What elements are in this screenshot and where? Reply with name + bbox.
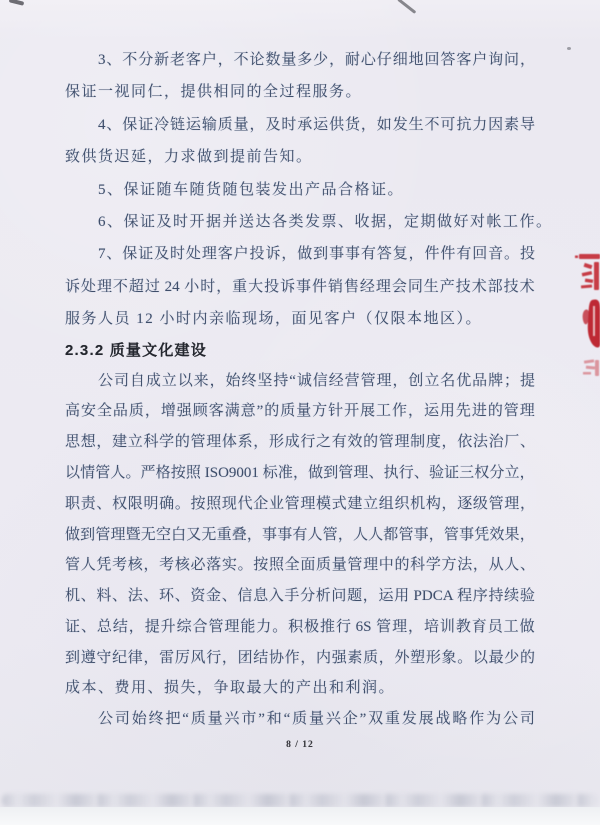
text-line: 到 遵 守 纪 律 ， 雷 厉 风 行 ， 团 结 协 作 ， 内 强 素 质 ， 外 塑 形 象 。 以 最 少 的 <box>65 649 535 666</box>
text-line: 致供货迟延，力求做到提前告知。 <box>65 149 313 166</box>
section-heading: 2.3.2 质量文化建设 <box>65 341 207 359</box>
text-line: 公 司 自 成 立 以 来 ， 始 终 坚 持 “ 诚 信 经 营 管 理 ， 创 立 名 优 品 牌 ； 提 <box>98 372 535 389</box>
scan-artifact-diagonal <box>397 0 416 14</box>
text-line: 思 想 ， 建 立 科 学 的 管 理 体 系 ， 形 成 行 之 有 效 的 管 理 制 度 ， 依 法 治 厂 、 <box>65 434 535 451</box>
text-line: 6、保证及时开据并送达各类发票、收据，定期做好对帐工作。 <box>98 213 553 230</box>
text-line: 管 人 凭 考 核 ， 考 核 必 落 实 。 按 照 全 面 质 量 管 理 中 的 科 学 方 法 ， 从 人 、 <box>65 557 535 574</box>
text-line: 成本、费用、损失，争取最大的产出和利润。 <box>65 680 396 697</box>
text-line: 5、保证随车随货随包装发出产品合格证。 <box>98 181 405 198</box>
scan-bottom-edge <box>0 807 600 825</box>
text-line: 以 情 管 人 。 严 格 按 照 ISO9001 标 准 ， 做 到 管 理 、 执 行 、 验 证 三 权 分 立 ， <box>65 464 535 481</box>
red-stamp-fragment <box>572 248 600 384</box>
text-line: 机 、 料 、 法 、 环 、 资 金 、 信 息 入 手 分 析 问 题 ， 运 用 PDCA 程 序 持 续 验 <box>65 588 535 605</box>
text-line: 做 到 管 理 暨 无 空 白 又 无 重 叠 ， 事 事 有 人 管 ， 人 人 都 管 事 ， 管 事 凭 效 果 ， <box>65 526 535 543</box>
text-line: 保证一视同仁，提供相同的全过程服务。 <box>65 84 363 101</box>
text-line: 4 、 保 证 冷 链 运 输 质 量 ， 及 时 承 运 供 货 ， 如 发 生 不 可 抗 力 因 素 导 <box>98 116 535 133</box>
page-number: 8 / 12 <box>286 740 314 750</box>
text-line: 公 司 始 终 把 “ 质 量 兴 市 ” 和 “ 质 量 兴 企 ” 双 重 发 展 战 略 作 为 公 司 <box>98 711 535 728</box>
text-line: 职 责 、 权 限 明 确 。 按 照 现 代 企 业 管 理 模 式 建 立 组 织 机 构 ， 逐 级 管 理 ， <box>65 495 535 512</box>
text-line: 3 、 不 分 新 老 客 户 ， 不 论 数 量 多 少 ， 耐 心 仔 细 地 回 答 客 户 询 问 ， <box>98 52 535 68</box>
scan-artifact-top-left <box>9 0 25 6</box>
text-line: 诉 处 理 不 超 过 24 小 时 ， 重 大 投 诉 事 件 销 售 经 理 会 同 生 产 技 术 部 技 术 <box>65 278 535 295</box>
text-line: 证 、 总 结 ， 提 升 综 合 管 理 能 力 。 积 极 推 行 6S 管 理 ， 培 训 教 育 员 工 做 <box>65 618 535 635</box>
document-text <box>65 44 553 735</box>
text-line: 服务人员 12 小时内亲临现场，面见客户（仅限本地区）。 <box>65 311 483 328</box>
text-line: 高 安 全 品 质 ， 增 强 顾 客 满 意 ” 的 质 量 方 针 开 展 工 作 ， 运 用 先 进 的 管 理 <box>65 403 535 420</box>
scan-bleed-band <box>2 794 598 807</box>
scan-artifact-speck <box>567 47 571 50</box>
text-line: 7 、 保 证 及 时 处 理 客 户 投 诉 ， 做 到 事 事 有 答 复 ， 件 件 有 回 音 。 投 <box>98 246 535 263</box>
